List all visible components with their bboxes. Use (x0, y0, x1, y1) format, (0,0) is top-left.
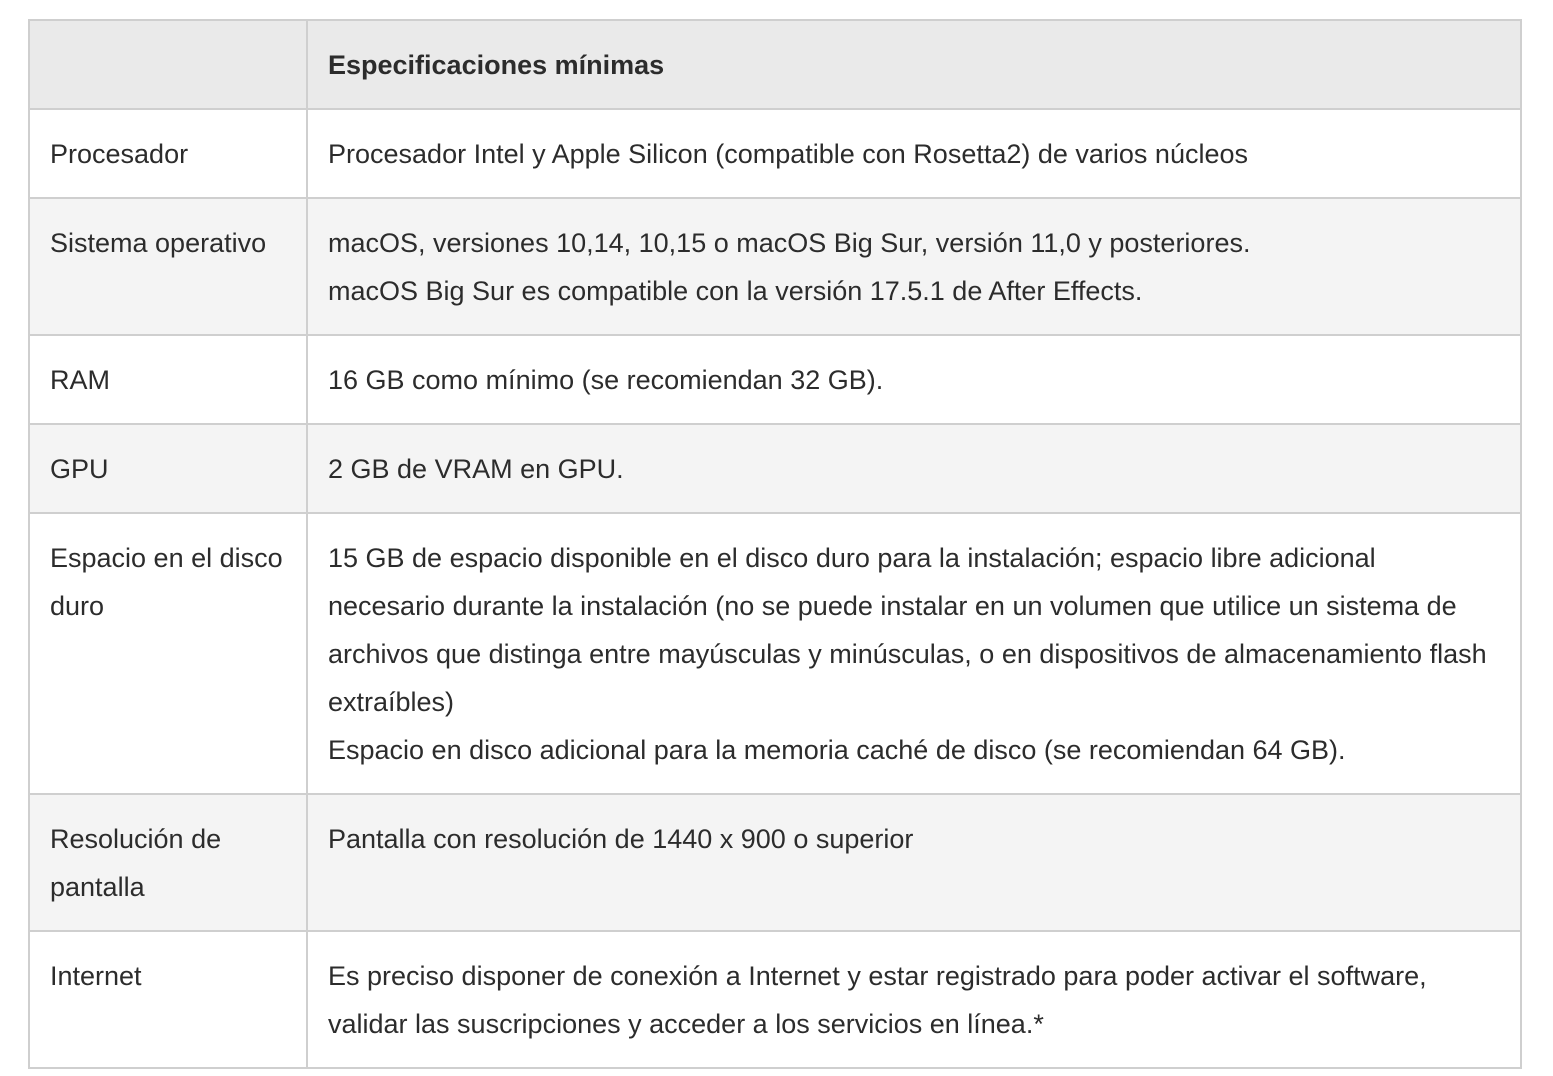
row-label: GPU (29, 424, 307, 513)
header-cell-label (29, 20, 307, 109)
row-label: Resolución de pantalla (29, 794, 307, 931)
row-value-line: macOS, versiones 10,14, 10,15 o macOS Big Sur, versión 11,0 y posteriores. (328, 228, 1251, 258)
table-body (29, 109, 1521, 1068)
row-value (307, 424, 1521, 513)
table-row-internet (29, 931, 1521, 1068)
table-row-screen-resolution (29, 794, 1521, 931)
row-label: Espacio en el disco duro (29, 513, 307, 794)
row-value-line: 2 GB de VRAM en GPU. (328, 454, 624, 484)
row-value (307, 931, 1521, 1068)
row-value (307, 335, 1521, 424)
table-row-processor (29, 109, 1521, 198)
row-label: RAM (29, 335, 307, 424)
system-requirements-table (28, 19, 1522, 1069)
row-value (307, 513, 1521, 794)
row-value-line: Espacio en disco adicional para la memoria caché de disco (se recomiendan 64 GB). (328, 735, 1346, 765)
header-cell-specs: Especificaciones mínimas (307, 20, 1521, 109)
table-header (29, 20, 1521, 109)
row-value-line: macOS Big Sur es compatible con la versión 17.5.1 de After Effects. (328, 276, 1143, 306)
row-value (307, 198, 1521, 335)
row-value-line: 15 GB de espacio disponible en el disco duro para la instalación; espacio libre adicional necesario durante la instalación (no se puede instalar en un volumen que utilice un sistema de archivos que distinga entre mayúsculas y minúsculas, o en dispositivos de almacenamiento flash extraíbles) (328, 543, 1487, 717)
row-value-line: 16 GB como mínimo (se recomiendan 32 GB). (328, 365, 884, 395)
row-label: Procesador (29, 109, 307, 198)
row-value-line: Pantalla con resolución de 1440 x 900 o superior (328, 824, 914, 854)
row-value (307, 109, 1521, 198)
row-label: Internet (29, 931, 307, 1068)
row-value-line: Es preciso disponer de conexión a Internet y estar registrado para poder activar el software, validar las suscripciones y acceder a los servicios en línea.* (328, 961, 1427, 1039)
row-value-line: Procesador Intel y Apple Silicon (compatible con Rosetta2) de varios núcleos (328, 139, 1248, 169)
table-row-gpu (29, 424, 1521, 513)
table-row-ram (29, 335, 1521, 424)
header-row (29, 20, 1521, 109)
row-label: Sistema operativo (29, 198, 307, 335)
row-value (307, 794, 1521, 931)
table-row-disk-space (29, 513, 1521, 794)
table-row-os (29, 198, 1521, 335)
